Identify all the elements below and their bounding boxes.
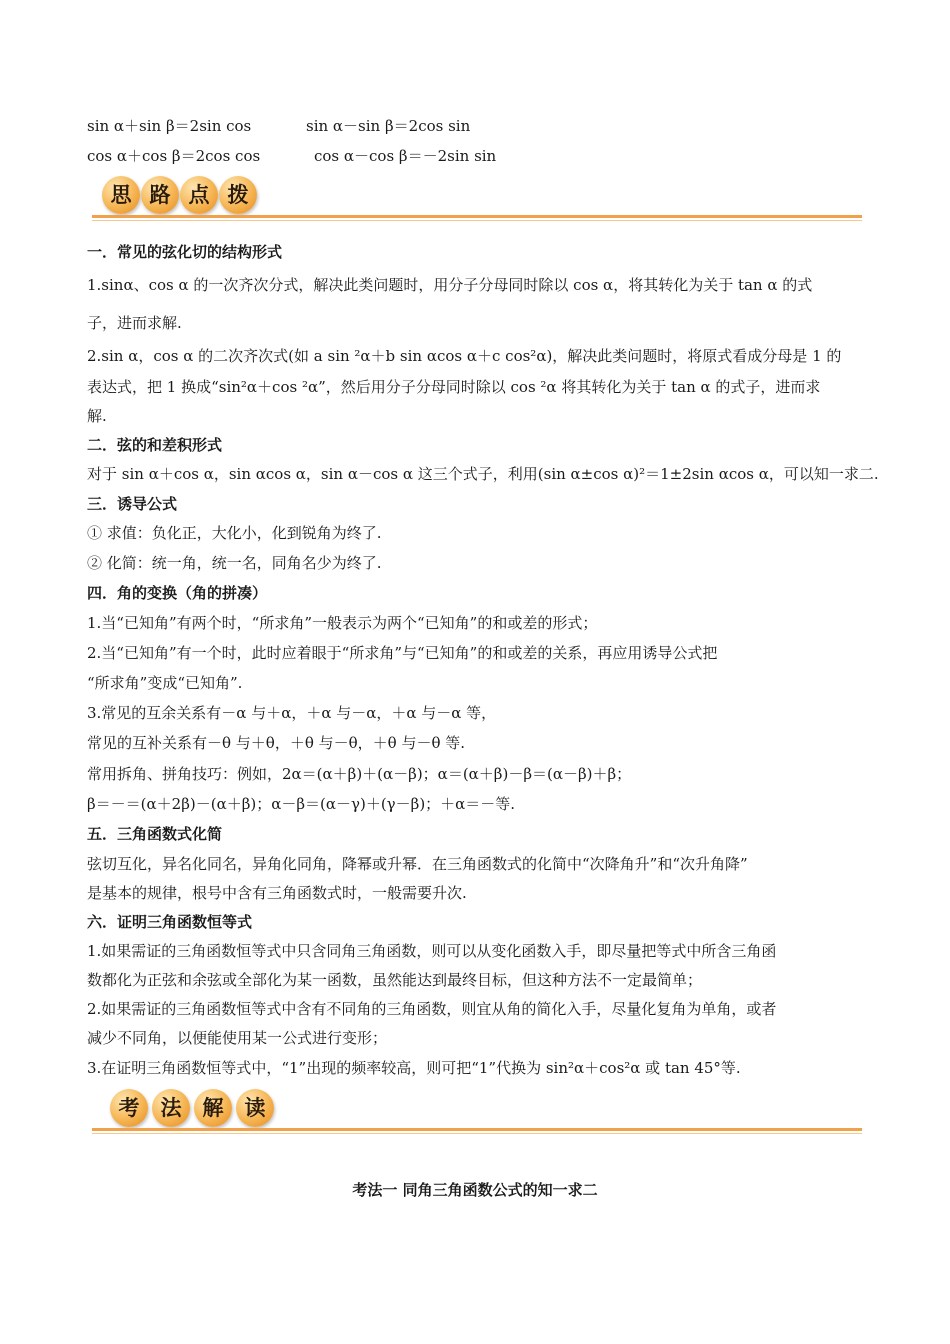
method-title: 考法一 同角三角函数公式的知一求二 (352, 1181, 598, 1199)
formula-sum-sin: sin α＋sin β＝2sin cos (87, 117, 252, 135)
section-banner-thinking (92, 174, 862, 224)
banner-divider (92, 215, 862, 218)
banner-char-circle: 考 (110, 1089, 148, 1127)
paragraph-line: 对于 sin α＋cos α，sin αcos α，sin α－cos α 这三个式子，利用(sin α±cos α)²＝1±2sin αcos α，可以知一求二. (87, 465, 879, 483)
section-heading: 一．常见的弦化切的结构形式 (87, 243, 283, 261)
formula-sum-cos: cos α＋cos β＝2cos cos (87, 147, 261, 165)
section-heading: 三．诱导公式 (87, 495, 178, 513)
paragraph-line: 解. (87, 407, 107, 425)
paragraph-line: 2.如果需证的三角函数恒等式中含有不同角的三角函数，则宜从角的简化入手，尽量化复角为单角，或者 (87, 1000, 777, 1018)
section-heading: 四．角的变换（角的拼凑） (87, 584, 268, 602)
banner-char-circle: 读 (236, 1089, 274, 1127)
formula-diff-cos: cos α－cos β＝－2sin sin (314, 147, 497, 165)
section-heading: 五．三角函数式化简 (87, 825, 223, 843)
paragraph-line: 表达式，把 1 换成“sin²α＋cos ²α”，然后用分子分母同时除以 cos ²α 将其转化为关于 tan α 的式子，进而求 (87, 378, 821, 396)
paragraph-line: 1.如果需证的三角函数恒等式中只含同角三角函数，则可以从变化函数入手，即尽量把等式中所含三角函 (87, 942, 777, 960)
paragraph-line: 常见的互补关系有－θ 与＋θ，＋θ 与－θ，＋θ 与－θ 等. (87, 734, 466, 752)
banner-char-circle: 思 (102, 176, 140, 214)
paragraph-line: 数都化为正弦和余弦或全部化为某一函数，虽然能达到最终目标，但这种方法不一定最简单； (87, 971, 703, 989)
paragraph-line: 1.sinα、cos α 的一次齐次分式，解决此类问题时，用分子分母同时除以 cos α，将其转化为关于 tan α 的式 (87, 276, 813, 294)
section-heading: 六．证明三角函数恒等式 (87, 913, 253, 931)
paragraph-line: 3.在证明三角函数恒等式中，“1”出现的频率较高，则可把“1”代换为 sin²α＋cos²α 或 tan 45°等. (87, 1059, 741, 1077)
paragraph-line: 2.sin α，cos α 的二次齐次式(如 a sin ²α＋b sin αcos α＋c cos²α)，解决此类问题时，将原式看成分母是 1 的 (87, 347, 842, 365)
banner-divider (92, 220, 862, 221)
section-heading: 二．弦的和差积形式 (87, 436, 223, 454)
banner-divider (92, 1133, 862, 1134)
paragraph-line: 是基本的规律，根号中含有三角函数式时，一般需要升次. (87, 884, 467, 902)
paragraph-line: 常用拆角、拼角技巧：例如，2α＝(α＋β)＋(α－β)；α＝(α＋β)－β＝(α－β)＋β； (87, 765, 632, 783)
banner-char-circle: 点 (180, 176, 218, 214)
paragraph-line: ① 求值：负化正，大化小，化到锐角为终了. (87, 524, 382, 542)
paragraph-line: β＝－＝(α＋2β)－(α＋β)；α－β＝(α－γ)＋(γ－β)；＋α＝－等. (87, 795, 516, 813)
paragraph-line: 3.常见的互余关系有－α 与＋α，＋α 与－α，＋α 与－α 等， (87, 704, 497, 722)
paragraph-line: 子，进而求解. (87, 314, 182, 332)
banner-char-circle: 法 (152, 1089, 190, 1127)
paragraph-line: ② 化简：统一角，统一名，同角名少为终了. (87, 554, 382, 572)
paragraph-line: 1.当“已知角”有两个时，“所求角”一般表示为两个“已知角”的和或差的形式； (87, 614, 598, 632)
banner-char-circle: 拨 (219, 176, 257, 214)
section-banner-method (92, 1087, 862, 1137)
banner-char-circle: 路 (141, 176, 179, 214)
banner-char-circle: 解 (194, 1089, 232, 1127)
formula-diff-sin: sin α－sin β＝2cos sin (306, 117, 471, 135)
paragraph-line: 减少不同角，以便能使用某一公式进行变形； (87, 1029, 388, 1047)
paragraph-line: 2.当“已知角”有一个时，此时应着眼于“所求角”与“已知角”的和或差的关系，再应用诱导公式把 (87, 644, 718, 662)
banner-divider (92, 1128, 862, 1131)
paragraph-line: “所求角”变成“已知角”. (87, 674, 243, 692)
paragraph-line: 弦切互化，异名化同名，异角化同角，降幂或升幂．在三角函数式的化简中“次降角升”和“次升角降” (87, 855, 748, 873)
